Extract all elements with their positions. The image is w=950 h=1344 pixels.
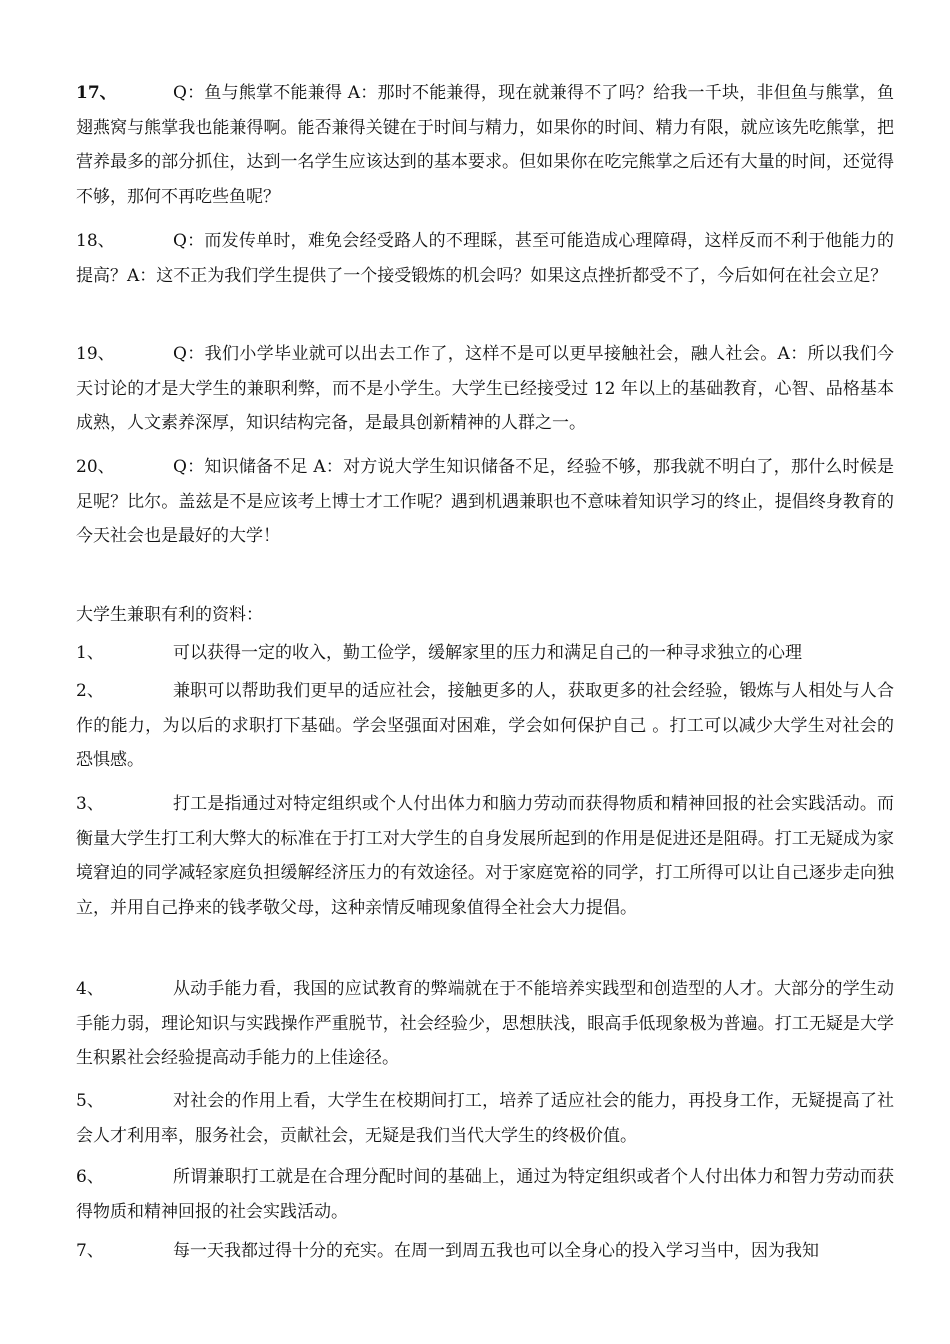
item-number: 6、 xyxy=(76,1167,104,1187)
qa-item-19 xyxy=(76,337,894,441)
item-text: 从动手能力看，我国的应试教育的弊端就在于不能培养实践型和创造型的人才。大部分的学生动手能力弱，理论知识与实践操作严重脱节，社会经验少，思想肤浅，眼高手低现象极为普遍。打工无疑是大学生积累社会经验提高动手能力的上佳途径。 xyxy=(76,979,894,1068)
item-text: Q：鱼与熊掌不能兼得 A：那时不能兼得，现在就兼得不了吗？给我一千块，非但鱼与熊掌，鱼翅燕窝与熊掌我也能兼得啊。能否兼得关键在于时间与精力，如果你的时间、精力有限，就应该先吃熊掌，把营养最多的部分抓住，达到一名学生应该达到的基本要求。但如果你在吃完熊掌之后还有大量的时间，还觉得不够，那何不再吃些鱼呢？ xyxy=(76,83,894,207)
item-number: 20、 xyxy=(76,457,115,477)
point-item-5 xyxy=(76,1084,894,1153)
point-item-1 xyxy=(76,636,894,671)
item-number: 18、 xyxy=(76,231,115,251)
item-number: 17、 xyxy=(76,83,117,103)
item-text: 每一天我都过得十分的充实。在周一到周五我也可以全身心的投入学习当中，因为我知 xyxy=(173,1241,819,1261)
point-item-7 xyxy=(76,1234,894,1269)
item-text: Q：知识储备不足 A：对方说大学生知识储备不足，经验不够，那我就不明白了，那什么时候是 足呢？比尔。盖兹是不是应该考上博士才工作呢？遇到机遇兼职也不意味着知识学习的终止，提倡终身教育的今天社会也是最好的大学！ xyxy=(76,457,894,546)
item-text: 可以获得一定的收入，勤工俭学，缓解家里的压力和满足自己的一种寻求独立的心理 xyxy=(173,643,802,663)
item-number: 19、 xyxy=(76,344,115,364)
item-number: 1、 xyxy=(76,643,104,663)
item-text: Q：而发传单时，难免会经受路人的不理睬，甚至可能造成心理障碍，这样反而不利于他能力的提高？A：这不正为我们学生提供了一个接受锻炼的机会吗？如果这点挫折都受不了，今后如何在社会立足？ xyxy=(76,231,894,286)
point-item-6 xyxy=(76,1160,894,1229)
qa-item-17 xyxy=(76,76,894,214)
item-number: 7、 xyxy=(76,1241,104,1261)
qa-item-20 xyxy=(76,450,894,554)
item-text: 打工是指通过对特定组织或个人付出体力和脑力劳动而获得物质和精神回报的社会实践活动。而衡量大学生打工利大弊大的标准在于打工对大学生的自身发展所起到的作用是促进还是阻碍。打工无疑成为家境窘迫的同学减轻家庭负担缓解经济压力的有效途径。对于家庭宽裕的同学，打工所得可以让自己逐步走向独立，并用自己挣来的钱孝敬父母，这种亲情反哺现象值得全社会大力提倡。 xyxy=(76,794,894,918)
point-item-2 xyxy=(76,674,894,778)
item-text: Q：我们小学毕业就可以出去工作了，这样不是可以更早接触社会，融人社会。A：所以我们今天讨论的才是大学生的兼职利弊，而不是小学生。大学生已经接受过 12 年以上的基础教育，心智、品格基本成熟，人文素养深厚，知识结构完备，是最具创新精神的人群之一。 xyxy=(76,344,894,433)
item-text: 对社会的作用上看，大学生在校期间打工，培养了适应社会的能力，再投身工作，无疑提高了社会人才利用率，服务社会，贡献社会，无疑是我们当代大学生的终极价值。 xyxy=(76,1091,894,1146)
item-number: 4、 xyxy=(76,979,104,999)
item-text: 兼职可以帮助我们更早的适应社会，接触更多的人，获取更多的社会经验，锻炼与人相处与人合作的能力，为以后的求职打下基础。学会坚强面对困难，学会如何保护自己 。打工可以减少大学生对社会的恐惧感。 xyxy=(76,681,894,770)
qa-item-18 xyxy=(76,224,894,293)
item-text: 所谓兼职打工就是在合理分配时间的基础上，通过为特定组织或者个人付出体力和智力劳动而获得物质和精神回报的社会实践活动。 xyxy=(76,1167,894,1222)
point-item-4 xyxy=(76,972,894,1076)
item-number: 5、 xyxy=(76,1091,104,1111)
point-item-3 xyxy=(76,787,894,925)
section-heading: 大学生兼职有利的资料： xyxy=(76,605,263,625)
item-number: 3、 xyxy=(76,794,104,814)
item-number: 2、 xyxy=(76,681,104,701)
